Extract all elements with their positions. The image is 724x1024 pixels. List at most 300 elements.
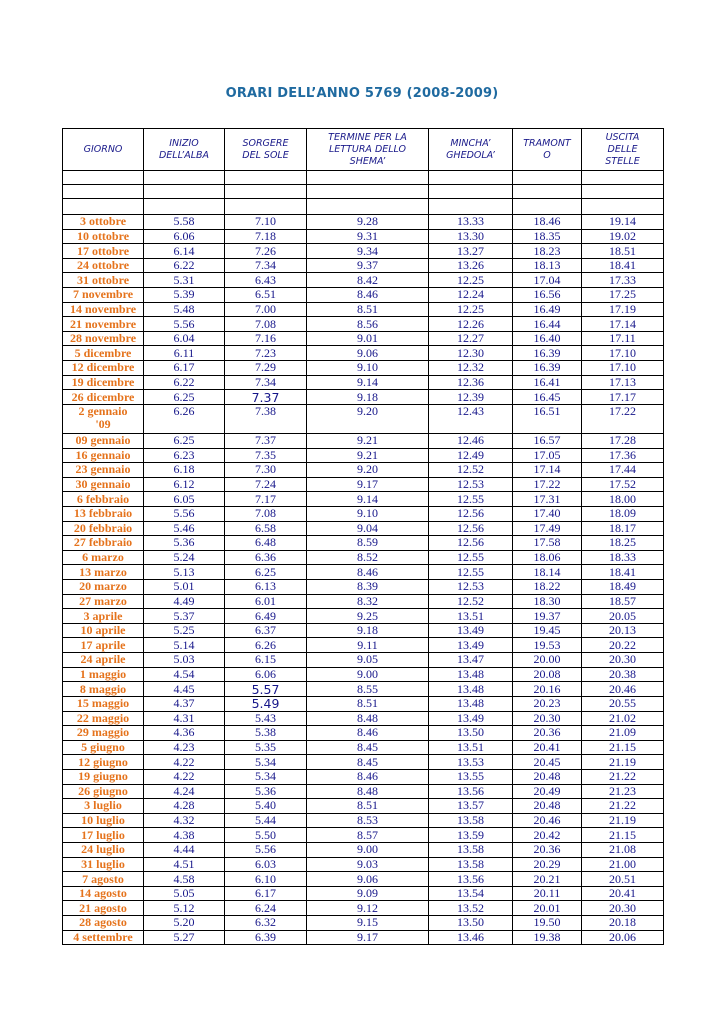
alba-cell: 4.36 (144, 726, 225, 741)
alba-cell: 5.25 (144, 623, 225, 638)
stelle-cell: 17.10 (582, 346, 664, 361)
day-cell: 09 gennaio (63, 433, 144, 448)
sorgere-cell: 5.49 (225, 696, 307, 711)
tramonto-cell: 17.05 (513, 448, 582, 463)
day-cell: 24 aprile (63, 653, 144, 668)
table-row (63, 594, 664, 609)
stelle-cell: 21.00 (582, 857, 664, 872)
day-cell: 17 ottobre (63, 244, 144, 259)
sorgere-cell: 7.35 (225, 448, 307, 463)
shema-cell: 9.05 (307, 653, 429, 668)
tramonto-cell: 16.56 (513, 288, 582, 303)
header-sorgere-sole: SORGERE DEL SOLE (225, 129, 307, 171)
shema-cell: 9.04 (307, 521, 429, 536)
table-header (63, 129, 664, 171)
day-cell: 6 marzo (63, 550, 144, 565)
stelle-cell: 17.19 (582, 302, 664, 317)
stelle-cell: 17.11 (582, 331, 664, 346)
tramonto-cell: 19.37 (513, 609, 582, 624)
stelle-cell: 20.38 (582, 667, 664, 682)
mincha-cell: 12.53 (429, 477, 513, 492)
mincha-cell: 12.46 (429, 433, 513, 448)
stelle-cell: 18.17 (582, 521, 664, 536)
alba-cell: 4.31 (144, 711, 225, 726)
stelle-cell: 17.28 (582, 433, 664, 448)
shema-cell: 8.45 (307, 740, 429, 755)
sorgere-cell: 7.38 (225, 404, 307, 433)
mincha-cell: 12.52 (429, 463, 513, 478)
tramonto-cell: 17.31 (513, 492, 582, 507)
mincha-cell: 13.50 (429, 916, 513, 931)
mincha-cell: 13.58 (429, 842, 513, 857)
shema-cell: 8.45 (307, 755, 429, 770)
shema-cell: 8.42 (307, 273, 429, 288)
mincha-cell: 13.33 (429, 215, 513, 230)
day-cell: 23 gennaio (63, 463, 144, 478)
table-row (63, 346, 664, 361)
table-row (63, 375, 664, 390)
day-cell: 1 maggio (63, 667, 144, 682)
day-cell: 24 luglio (63, 842, 144, 857)
mincha-cell: 12.24 (429, 288, 513, 303)
alba-cell: 5.13 (144, 565, 225, 580)
stelle-cell: 20.30 (582, 901, 664, 916)
shema-cell: 9.10 (307, 506, 429, 521)
shema-cell: 9.14 (307, 492, 429, 507)
sorgere-cell: 7.30 (225, 463, 307, 478)
shema-cell: 9.06 (307, 872, 429, 887)
table-row (63, 580, 664, 595)
mincha-cell: 12.55 (429, 565, 513, 580)
stelle-cell: 20.55 (582, 696, 664, 711)
alba-cell: 5.05 (144, 886, 225, 901)
shema-cell: 8.32 (307, 594, 429, 609)
tramonto-cell: 18.23 (513, 244, 582, 259)
day-cell: 3 ottobre (63, 215, 144, 230)
table-row (63, 813, 664, 828)
alba-cell: 4.38 (144, 828, 225, 843)
shema-cell: 9.09 (307, 886, 429, 901)
tramonto-cell: 18.22 (513, 580, 582, 595)
table-row (63, 229, 664, 244)
alba-cell: 5.56 (144, 506, 225, 521)
alba-cell: 4.51 (144, 857, 225, 872)
tramonto-cell: 20.08 (513, 667, 582, 682)
shema-cell: 9.18 (307, 390, 429, 405)
table-row (63, 696, 664, 711)
day-cell: 14 novembre (63, 302, 144, 317)
stelle-cell: 17.13 (582, 375, 664, 390)
shema-cell: 9.31 (307, 229, 429, 244)
shema-cell: 9.17 (307, 930, 429, 945)
stelle-cell: 20.41 (582, 886, 664, 901)
day-cell: 5 giugno (63, 740, 144, 755)
sorgere-cell: 5.38 (225, 726, 307, 741)
shema-cell: 9.21 (307, 448, 429, 463)
shema-cell: 9.20 (307, 463, 429, 478)
table-row (63, 463, 664, 478)
table-row (63, 609, 664, 624)
alba-cell: 6.05 (144, 492, 225, 507)
day-cell: 21 novembre (63, 317, 144, 332)
stelle-cell: 21.08 (582, 842, 664, 857)
tramonto-cell: 20.45 (513, 755, 582, 770)
day-cell: 6 febbraio (63, 492, 144, 507)
sorgere-cell: 7.26 (225, 244, 307, 259)
day-cell: 10 ottobre (63, 229, 144, 244)
day-cell: 24 ottobre (63, 258, 144, 273)
tramonto-cell: 18.13 (513, 258, 582, 273)
stelle-cell: 21.23 (582, 784, 664, 799)
stelle-cell: 21.09 (582, 726, 664, 741)
stelle-cell: 18.09 (582, 506, 664, 521)
shema-cell: 9.34 (307, 244, 429, 259)
sorgere-cell: 7.37 (225, 390, 307, 405)
mincha-cell: 12.25 (429, 273, 513, 288)
shema-cell: 9.37 (307, 258, 429, 273)
day-cell: 19 dicembre (63, 375, 144, 390)
stelle-cell: 20.51 (582, 872, 664, 887)
alba-cell: 5.14 (144, 638, 225, 653)
sorgere-cell: 5.43 (225, 711, 307, 726)
table-row (63, 726, 664, 741)
alba-cell: 6.25 (144, 433, 225, 448)
tramonto-cell: 20.36 (513, 726, 582, 741)
day-cell: 12 dicembre (63, 361, 144, 376)
alba-cell: 5.20 (144, 916, 225, 931)
alba-cell: 6.17 (144, 361, 225, 376)
shema-cell: 8.39 (307, 580, 429, 595)
tramonto-cell: 19.50 (513, 916, 582, 931)
sorgere-cell: 6.48 (225, 536, 307, 551)
shema-cell: 9.00 (307, 667, 429, 682)
sorgere-cell: 7.08 (225, 317, 307, 332)
mincha-cell: 13.49 (429, 638, 513, 653)
shema-cell: 8.56 (307, 317, 429, 332)
stelle-cell: 20.13 (582, 623, 664, 638)
tramonto-cell: 16.39 (513, 346, 582, 361)
sorgere-cell: 6.32 (225, 916, 307, 931)
alba-cell: 6.22 (144, 258, 225, 273)
mincha-cell: 13.27 (429, 244, 513, 259)
alba-cell: 6.11 (144, 346, 225, 361)
shema-cell: 9.11 (307, 638, 429, 653)
mincha-cell: 12.43 (429, 404, 513, 433)
tramonto-cell: 20.46 (513, 813, 582, 828)
sorgere-cell: 7.17 (225, 492, 307, 507)
stelle-cell: 20.06 (582, 930, 664, 945)
header-tramonto: TRAMONT O (513, 129, 582, 171)
shema-cell: 8.46 (307, 726, 429, 741)
shema-cell: 8.57 (307, 828, 429, 843)
alba-cell: 5.46 (144, 521, 225, 536)
table-row (63, 916, 664, 931)
table-row (63, 682, 664, 697)
stelle-cell: 18.57 (582, 594, 664, 609)
stelle-cell: 17.33 (582, 273, 664, 288)
mincha-cell: 12.30 (429, 346, 513, 361)
table-row (63, 565, 664, 580)
day-cell: 15 maggio (63, 696, 144, 711)
sorgere-cell: 5.50 (225, 828, 307, 843)
shema-cell: 9.20 (307, 404, 429, 433)
alba-cell: 5.56 (144, 317, 225, 332)
stelle-cell: 17.36 (582, 448, 664, 463)
alba-cell: 5.37 (144, 609, 225, 624)
day-cell: 20 marzo (63, 580, 144, 595)
tramonto-cell: 20.42 (513, 828, 582, 843)
shema-cell: 9.00 (307, 842, 429, 857)
table-row (63, 667, 664, 682)
stelle-cell: 18.41 (582, 565, 664, 580)
shema-cell: 8.59 (307, 536, 429, 551)
sorgere-cell: 6.13 (225, 580, 307, 595)
tramonto-cell: 20.21 (513, 872, 582, 887)
stelle-cell: 17.25 (582, 288, 664, 303)
mincha-cell: 12.36 (429, 375, 513, 390)
table-row (63, 536, 664, 551)
table-row (63, 930, 664, 945)
header-mincha-ghedola: MINCHA’ GHEDOLA’ (429, 129, 513, 171)
tramonto-cell: 19.53 (513, 638, 582, 653)
alba-cell: 4.23 (144, 740, 225, 755)
mincha-cell: 13.56 (429, 784, 513, 799)
table-row (63, 784, 664, 799)
mincha-cell: 12.49 (429, 448, 513, 463)
table-row (63, 623, 664, 638)
table-row (63, 477, 664, 492)
mincha-cell: 12.26 (429, 317, 513, 332)
day-cell: 17 aprile (63, 638, 144, 653)
tramonto-cell: 20.00 (513, 653, 582, 668)
table-row (63, 842, 664, 857)
day-cell: 26 giugno (63, 784, 144, 799)
stelle-cell: 21.15 (582, 828, 664, 843)
mincha-cell: 13.57 (429, 799, 513, 814)
tramonto-cell: 20.36 (513, 842, 582, 857)
header-uscita-stelle: USCITA DELLE STELLE (582, 129, 664, 171)
stelle-cell: 19.14 (582, 215, 664, 230)
shema-cell: 8.51 (307, 696, 429, 711)
tramonto-cell: 17.22 (513, 477, 582, 492)
sorgere-cell: 5.36 (225, 784, 307, 799)
day-cell: 26 dicembre (63, 390, 144, 405)
tramonto-cell: 20.48 (513, 799, 582, 814)
stelle-cell: 20.22 (582, 638, 664, 653)
alba-cell: 6.04 (144, 331, 225, 346)
day-cell: 19 giugno (63, 769, 144, 784)
day-cell: 31 luglio (63, 857, 144, 872)
alba-cell: 4.24 (144, 784, 225, 799)
shema-cell: 9.03 (307, 857, 429, 872)
sorgere-cell: 7.23 (225, 346, 307, 361)
tramonto-cell: 17.04 (513, 273, 582, 288)
sorgere-cell: 7.10 (225, 215, 307, 230)
day-cell: 2 gennaio '09 (63, 404, 144, 433)
table-row (63, 288, 664, 303)
day-cell: 13 marzo (63, 565, 144, 580)
stelle-cell: 17.22 (582, 404, 664, 433)
day-cell: 5 dicembre (63, 346, 144, 361)
sorgere-cell: 5.35 (225, 740, 307, 755)
tramonto-cell: 20.23 (513, 696, 582, 711)
sorgere-cell: 6.17 (225, 886, 307, 901)
mincha-cell: 13.55 (429, 769, 513, 784)
tramonto-cell: 16.45 (513, 390, 582, 405)
shema-cell: 9.18 (307, 623, 429, 638)
sorgere-cell: 6.36 (225, 550, 307, 565)
tramonto-cell: 20.29 (513, 857, 582, 872)
sorgere-cell: 6.15 (225, 653, 307, 668)
mincha-cell: 13.30 (429, 229, 513, 244)
alba-cell: 6.06 (144, 229, 225, 244)
sorgere-cell: 6.37 (225, 623, 307, 638)
table-row (63, 886, 664, 901)
shema-cell: 9.14 (307, 375, 429, 390)
day-cell: 22 maggio (63, 711, 144, 726)
stelle-cell: 18.51 (582, 244, 664, 259)
shema-cell: 8.48 (307, 711, 429, 726)
alba-cell: 4.32 (144, 813, 225, 828)
mincha-cell: 12.56 (429, 521, 513, 536)
shema-cell: 9.15 (307, 916, 429, 931)
table-row (63, 711, 664, 726)
stelle-cell: 20.46 (582, 682, 664, 697)
alba-cell: 6.22 (144, 375, 225, 390)
mincha-cell: 12.52 (429, 594, 513, 609)
tramonto-cell: 18.14 (513, 565, 582, 580)
table-row (63, 740, 664, 755)
tramonto-cell: 20.41 (513, 740, 582, 755)
day-cell: 12 giugno (63, 755, 144, 770)
stelle-cell: 19.02 (582, 229, 664, 244)
sorgere-cell: 6.39 (225, 930, 307, 945)
tramonto-cell: 18.46 (513, 215, 582, 230)
blank-row (63, 199, 664, 215)
sorgere-cell: 6.06 (225, 667, 307, 682)
alba-cell: 4.45 (144, 682, 225, 697)
alba-cell: 4.37 (144, 696, 225, 711)
stelle-cell: 18.25 (582, 536, 664, 551)
shema-cell: 8.46 (307, 769, 429, 784)
table-row (63, 828, 664, 843)
sorgere-cell: 6.03 (225, 857, 307, 872)
day-cell: 7 agosto (63, 872, 144, 887)
day-cell: 30 gennaio (63, 477, 144, 492)
table-row (63, 653, 664, 668)
table-row (63, 390, 664, 405)
alba-cell: 4.22 (144, 769, 225, 784)
alba-cell: 4.28 (144, 799, 225, 814)
table-row (63, 215, 664, 230)
alba-cell: 5.58 (144, 215, 225, 230)
tramonto-cell: 20.48 (513, 769, 582, 784)
stelle-cell: 17.10 (582, 361, 664, 376)
shema-cell: 8.52 (307, 550, 429, 565)
alba-cell: 4.44 (144, 842, 225, 857)
tramonto-cell: 17.40 (513, 506, 582, 521)
alba-cell: 6.25 (144, 390, 225, 405)
alba-cell: 5.24 (144, 550, 225, 565)
sorgere-cell: 6.25 (225, 565, 307, 580)
stelle-cell: 18.49 (582, 580, 664, 595)
shema-cell: 8.46 (307, 565, 429, 580)
sorgere-cell: 6.10 (225, 872, 307, 887)
table-row (63, 550, 664, 565)
table-row (63, 769, 664, 784)
mincha-cell: 13.58 (429, 813, 513, 828)
day-cell: 3 aprile (63, 609, 144, 624)
alba-cell: 5.39 (144, 288, 225, 303)
table-row (63, 244, 664, 259)
day-cell: 4 settembre (63, 930, 144, 945)
sorgere-cell: 6.26 (225, 638, 307, 653)
sorgere-cell: 7.29 (225, 361, 307, 376)
stelle-cell: 18.41 (582, 258, 664, 273)
table-row (63, 331, 664, 346)
stelle-cell: 21.15 (582, 740, 664, 755)
sorgere-cell: 6.58 (225, 521, 307, 536)
mincha-cell: 13.48 (429, 696, 513, 711)
tramonto-cell: 19.38 (513, 930, 582, 945)
page-title: ORARI DELL’ANNO 5769 (2008-2009) (225, 86, 499, 101)
sorgere-cell: 6.49 (225, 609, 307, 624)
tramonto-cell: 18.06 (513, 550, 582, 565)
mincha-cell: 12.27 (429, 331, 513, 346)
day-cell: 10 luglio (63, 813, 144, 828)
table-row (63, 317, 664, 332)
alba-cell: 6.26 (144, 404, 225, 433)
table-row (63, 638, 664, 653)
tramonto-cell: 16.39 (513, 361, 582, 376)
sorgere-cell: 5.56 (225, 842, 307, 857)
alba-cell: 4.58 (144, 872, 225, 887)
table-row (63, 799, 664, 814)
shema-cell: 9.01 (307, 331, 429, 346)
sorgere-cell: 7.37 (225, 433, 307, 448)
mincha-cell: 12.56 (429, 536, 513, 551)
stelle-cell: 21.22 (582, 799, 664, 814)
blank-row (63, 185, 664, 199)
sorgere-cell: 7.34 (225, 258, 307, 273)
day-cell: 17 luglio (63, 828, 144, 843)
day-cell: 7 novembre (63, 288, 144, 303)
tramonto-cell: 16.49 (513, 302, 582, 317)
alba-cell: 5.01 (144, 580, 225, 595)
mincha-cell: 13.52 (429, 901, 513, 916)
alba-cell: 4.54 (144, 667, 225, 682)
sorgere-cell: 5.34 (225, 755, 307, 770)
mincha-cell: 13.46 (429, 930, 513, 945)
mincha-cell: 13.47 (429, 653, 513, 668)
tramonto-cell: 17.14 (513, 463, 582, 478)
mincha-cell: 13.50 (429, 726, 513, 741)
tramonto-cell: 16.44 (513, 317, 582, 332)
mincha-cell: 13.48 (429, 682, 513, 697)
stelle-cell: 20.18 (582, 916, 664, 931)
schedule-table (62, 128, 664, 945)
table-row (63, 273, 664, 288)
day-cell: 27 febbraio (63, 536, 144, 551)
stelle-cell: 20.05 (582, 609, 664, 624)
mincha-cell: 13.56 (429, 872, 513, 887)
sorgere-cell: 7.16 (225, 331, 307, 346)
mincha-cell: 13.51 (429, 609, 513, 624)
day-cell: 8 maggio (63, 682, 144, 697)
shema-cell: 9.17 (307, 477, 429, 492)
tramonto-cell: 20.30 (513, 711, 582, 726)
blank-row (63, 171, 664, 185)
